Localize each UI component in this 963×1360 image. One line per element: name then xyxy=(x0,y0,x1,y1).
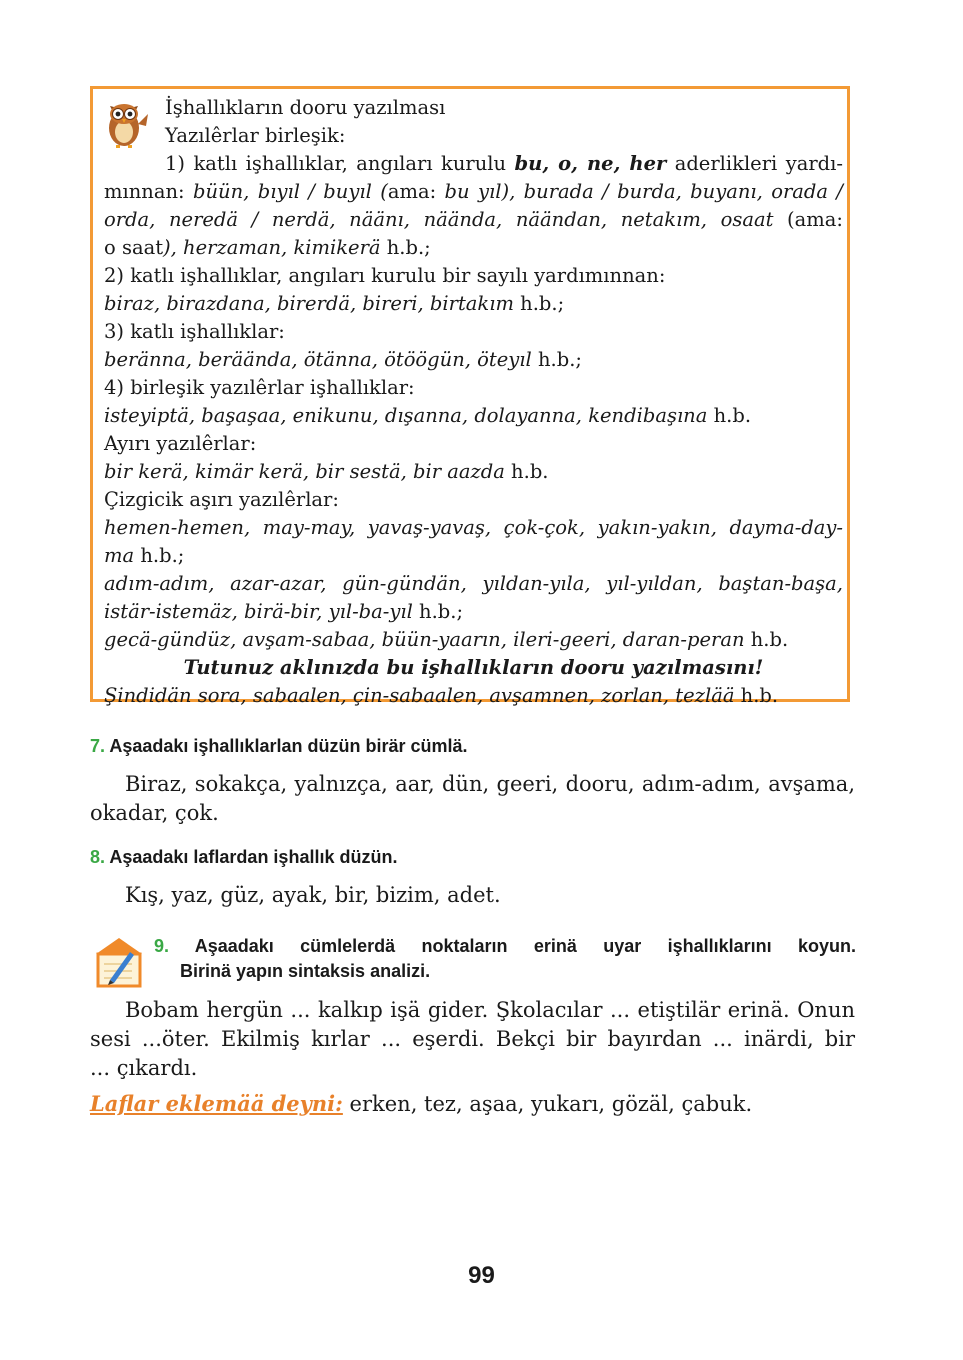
rule-line: 2) katlı işhallıklar, angıları kurulu bir sayılı yardımınnan: xyxy=(104,264,666,287)
rule-line: Çizgicik aşırı yazılêrlar: xyxy=(104,488,339,511)
rule-line: o saat), herzaman, kimikerä h.b.; xyxy=(104,236,431,259)
rule-line: hemen-hemen, may-may, yavaş-yavaş, çok-çok, yakın-yakın, dayma-day- xyxy=(104,516,843,539)
rule-title: İşhallıkların dooru yazılması xyxy=(165,96,446,119)
hint-label: Laflar eklemää deyni: xyxy=(90,1091,343,1116)
rule-line: isteyiptä, başaşaa, enikunu, dışanna, dolayanna, kendibaşına h.b. xyxy=(104,404,752,427)
rule-line: 4) birleşik yazılêrlar işhallıklar: xyxy=(104,376,415,399)
task-9-text: Bobam hergün ... kalkıp işä gider. Şkolacılar ... etiştilär erinä. Onun xyxy=(125,998,855,1022)
page-number: 99 xyxy=(468,1262,495,1289)
task-9-text: sesi ...öter. Ekilmiş kırlar ... eşerdi. Bekçi bir bayırdan ... inärdi, bir xyxy=(90,1027,855,1051)
rule-line: mınnan: büün, bıyıl / buyıl (ama: bu yıl), burada / burda, buyanı, orada / xyxy=(104,180,843,203)
book-pencil-icon xyxy=(92,934,146,990)
rule-line: Ayırı yazılêrlar: xyxy=(104,432,257,455)
rule-line: gecä-gündüz, avşam-sabaa, büün-yaarın, ileri-geeri, daran-peran h.b. xyxy=(104,628,789,651)
rule-emphasis: Tutunuz aklınızda bu işhallıkların dooru yazılmasını! xyxy=(183,656,764,679)
task-8-heading: 8. Aşaadakı laflardan işhallık düzün. xyxy=(90,847,398,867)
rule-line: biraz, birazdana, birerdä, bireri, birtakım h.b.; xyxy=(104,292,565,315)
rule-line: bir kerä, kimär kerä, bir sestä, bir aazda h.b. xyxy=(104,460,549,483)
task-9-text: ... çıkardı. xyxy=(90,1056,198,1080)
task-9-hint: Laflar eklemää deyni: erken, tez, aşaa, yukarı, gözäl, çabuk. xyxy=(90,1091,753,1116)
rule-line: Şindidän sora, sabaalen, çin-sabaalen, avşamnen, zorlan, tezlää h.b. xyxy=(104,684,779,707)
rule-line: orda, neredä / nerdä, näänı, näända, näändan, netakım, osaat (ama: xyxy=(104,208,843,231)
task-7-heading: 7. Aşaadakı işhallıklarlan düzün birär cümlä. xyxy=(90,736,468,756)
owl-icon xyxy=(100,94,152,150)
rule-line: adım-adım, azar-azar, gün-gündän, yıldan-yıla, yıl-yıldan, baştan-başa, xyxy=(104,572,843,595)
rule-line: 3) katlı işhallıklar: xyxy=(104,320,285,343)
rule-line: ma h.b.; xyxy=(104,544,185,567)
rule-line: beränna, beräända, ötänna, ötöögün, öteyıl h.b.; xyxy=(104,348,582,371)
rule-subtitle: Yazılêrlar birleşik: xyxy=(165,124,346,147)
task-7-text: Biraz, sokakça, yalnızça, aar, dün, geeri, dooru, adım-adım, avşama, xyxy=(125,772,855,796)
task-7-text: okadar, çok. xyxy=(90,801,219,825)
task-9-heading: 9. Aşaadakı cümlelerdä noktaların erinä uyar işhallıklarını koyun. xyxy=(154,936,856,956)
task-8-text: Kış, yaz, güz, ayak, bir, bizim, adet. xyxy=(125,883,501,907)
task-9-heading-2: Birinä yapın sintaksis analizi. xyxy=(180,961,431,981)
rule-line: istär-istemäz, birä-bir, yıl-ba-yıl h.b.; xyxy=(104,600,464,623)
rule-line: 1) katlı işhallıklar, angıları kurulu bu, o, ne, her aderlikleri yardı- xyxy=(165,152,843,175)
